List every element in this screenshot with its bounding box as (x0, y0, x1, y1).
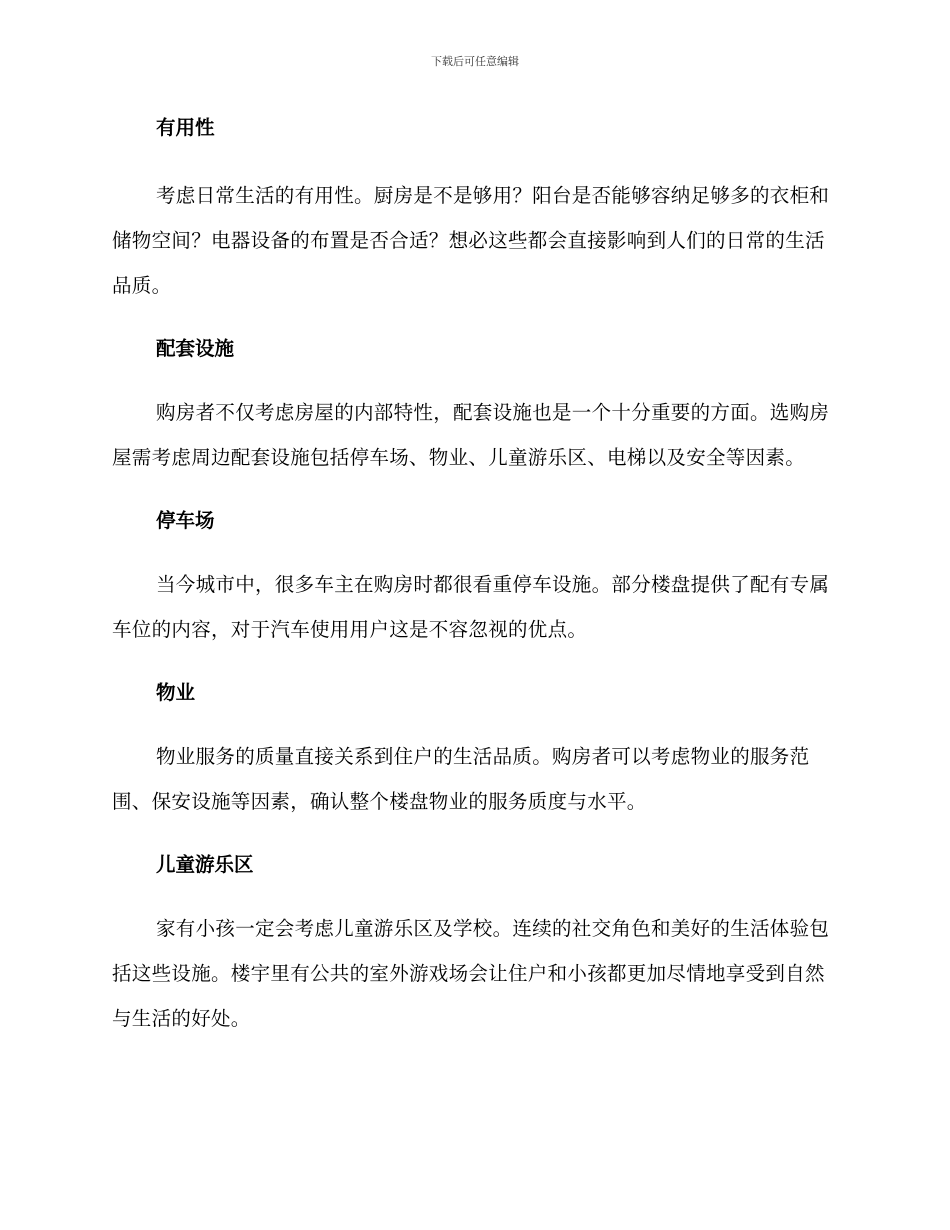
document-body (112, 111, 832, 1041)
section-heading-usefulness: 有用性 (156, 116, 215, 139)
section-paragraph-parking: 当今城市中，很多车主在购房时都很看重停车设施。部分楼盘提供了配有专属车位的内容，对于汽车使用用户这是不容忽视的优点。 (112, 573, 830, 641)
section-heading-parking: 停车场 (156, 509, 215, 532)
page-header: 下载后可任意编辑 (431, 55, 519, 68)
section-paragraph-property-management: 物业服务的质量直接关系到住户的生活品质。购房者可以考虑物业的服务范围、保安设施等因素，确认整个楼盘物业的服务质度与水平。 (112, 745, 810, 813)
section-paragraph-usefulness: 考虑日常生活的有用性。厨房是不是够用？阳台是否能够容纳足够多的衣柜和储物空间？电器设备的布置是否合适？想必这些都会直接影响到人们的日常的生活品质。 (112, 184, 830, 297)
section-heading-playground: 儿童游乐区 (156, 853, 254, 876)
section-heading-facilities: 配套设施 (156, 337, 235, 360)
section-paragraph-facilities: 购房者不仅考虑房屋的内部特性，配套设施也是一个十分重要的方面。选购房屋需考虑周边配套设施包括停车场、物业、儿童游乐区、电梯以及安全等因素。 (112, 401, 830, 469)
section-heading-property-management: 物业 (156, 681, 196, 704)
section-paragraph-playground: 家有小孩一定会考虑儿童游乐区及学校。连续的社交角色和美好的生活体验包括这些设施。楼宇里有公共的室外游戏场会让住户和小孩都更加尽情地享受到自然与生活的好处。 (112, 917, 830, 1030)
